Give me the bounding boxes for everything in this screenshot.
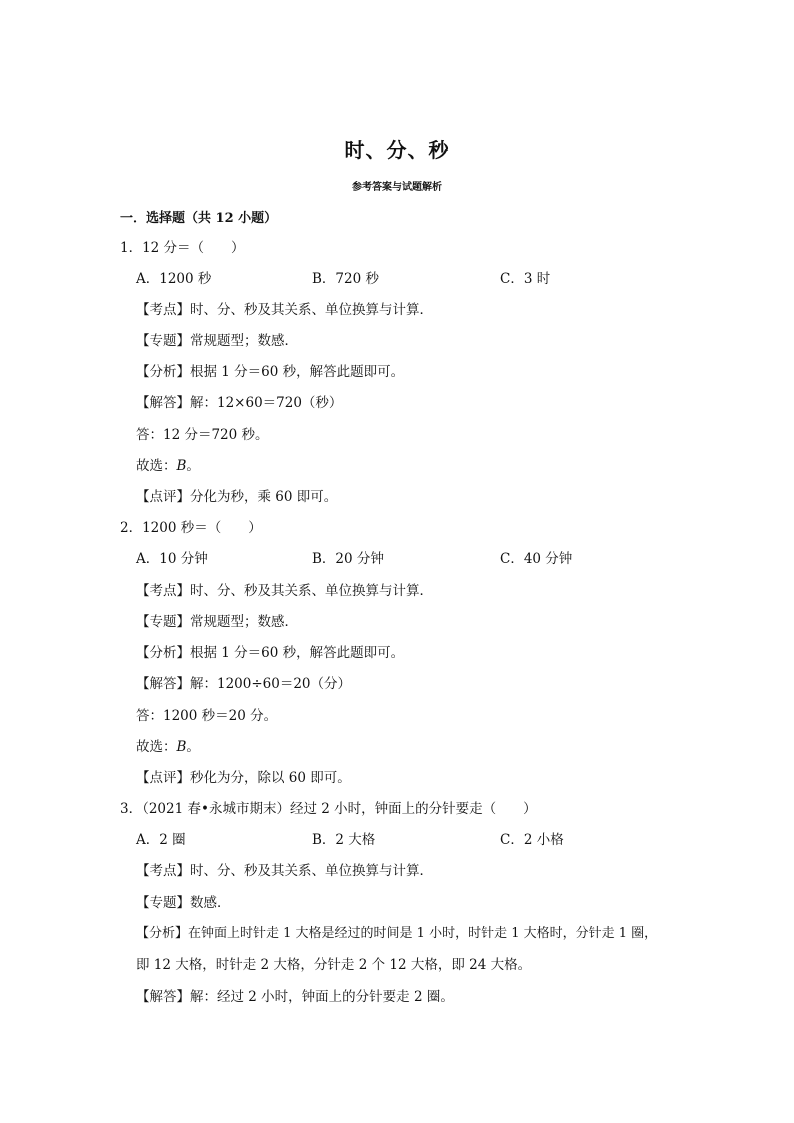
q3-kaodian: 【考点】时、分、秒及其关系、单位换算与计算．: [136, 863, 433, 879]
q3-option-c: C．2 小格: [500, 832, 564, 848]
q1-option-b: B．720 秒: [312, 271, 379, 287]
q2-answer: 答：1200 秒＝20 分。: [136, 708, 278, 724]
q2-zhuanti: 【专题】常规题型；数感．: [136, 614, 298, 630]
q1-choose: 故选：B。: [136, 458, 200, 474]
q3-jieda: 【解答】解：经过 2 小时，钟面上的分针要走 2 圈。: [136, 989, 454, 1005]
q2-jieda: 【解答】解：1200÷60＝20（分）: [136, 676, 352, 692]
q1-dianping: 【点评】分化为秒，乘 60 即可。: [136, 489, 338, 505]
q1-jieda: 【解答】解：12×60＝720（秒）: [136, 395, 343, 411]
q3-fenxi-continued: 即 12 大格，时针走 2 大格，分针走 2 个 12 大格，即 24 大格。: [136, 957, 532, 973]
question-1-stem: 1．12 分＝（ ）: [120, 240, 245, 256]
q2-option-b: B．20 分钟: [312, 551, 384, 567]
q3-option-b: B．2 大格: [312, 832, 376, 848]
q1-kaodian: 【考点】时、分、秒及其关系、单位换算与计算．: [136, 302, 433, 318]
q1-option-c: C．3 时: [500, 271, 551, 287]
q1-zhuanti: 【专题】常规题型；数感．: [136, 333, 298, 349]
section-heading: 一．选择题（共 12 小题）: [120, 211, 278, 226]
q3-fenxi: 【分析】在钟面上时针走 1 大格是经过的时间是 1 小时，时针走 1 大格时，分针走 1 圈，: [136, 926, 658, 941]
q1-answer: 答：12 分＝720 秒。: [136, 427, 269, 443]
q1-fenxi: 【分析】根据 1 分＝60 秒，解答此题即可。: [136, 364, 405, 380]
q3-option-a: A．2 圈: [136, 832, 186, 848]
q1-option-a: A．1200 秒: [136, 271, 212, 287]
question-2-stem: 2．1200 秒＝（ ）: [120, 520, 262, 536]
question-3-stem: 3．（2021 春•永城市期末）经过 2 小时，钟面上的分针要走（ ）: [120, 801, 537, 817]
q3-zhuanti: 【专题】数感．: [136, 895, 231, 911]
page-subtitle: 参考答案与试题解析: [352, 182, 442, 193]
page-title: 时、分、秒: [344, 138, 450, 162]
q2-dianping: 【点评】秒化为分，除以 60 即可。: [136, 770, 351, 786]
q2-kaodian: 【考点】时、分、秒及其关系、单位换算与计算．: [136, 583, 433, 599]
q2-choose: 故选：B。: [136, 739, 200, 755]
q2-option-c: C．40 分钟: [500, 551, 573, 567]
q2-option-a: A．10 分钟: [136, 551, 208, 567]
q2-fenxi: 【分析】根据 1 分＝60 秒，解答此题即可。: [136, 645, 405, 661]
